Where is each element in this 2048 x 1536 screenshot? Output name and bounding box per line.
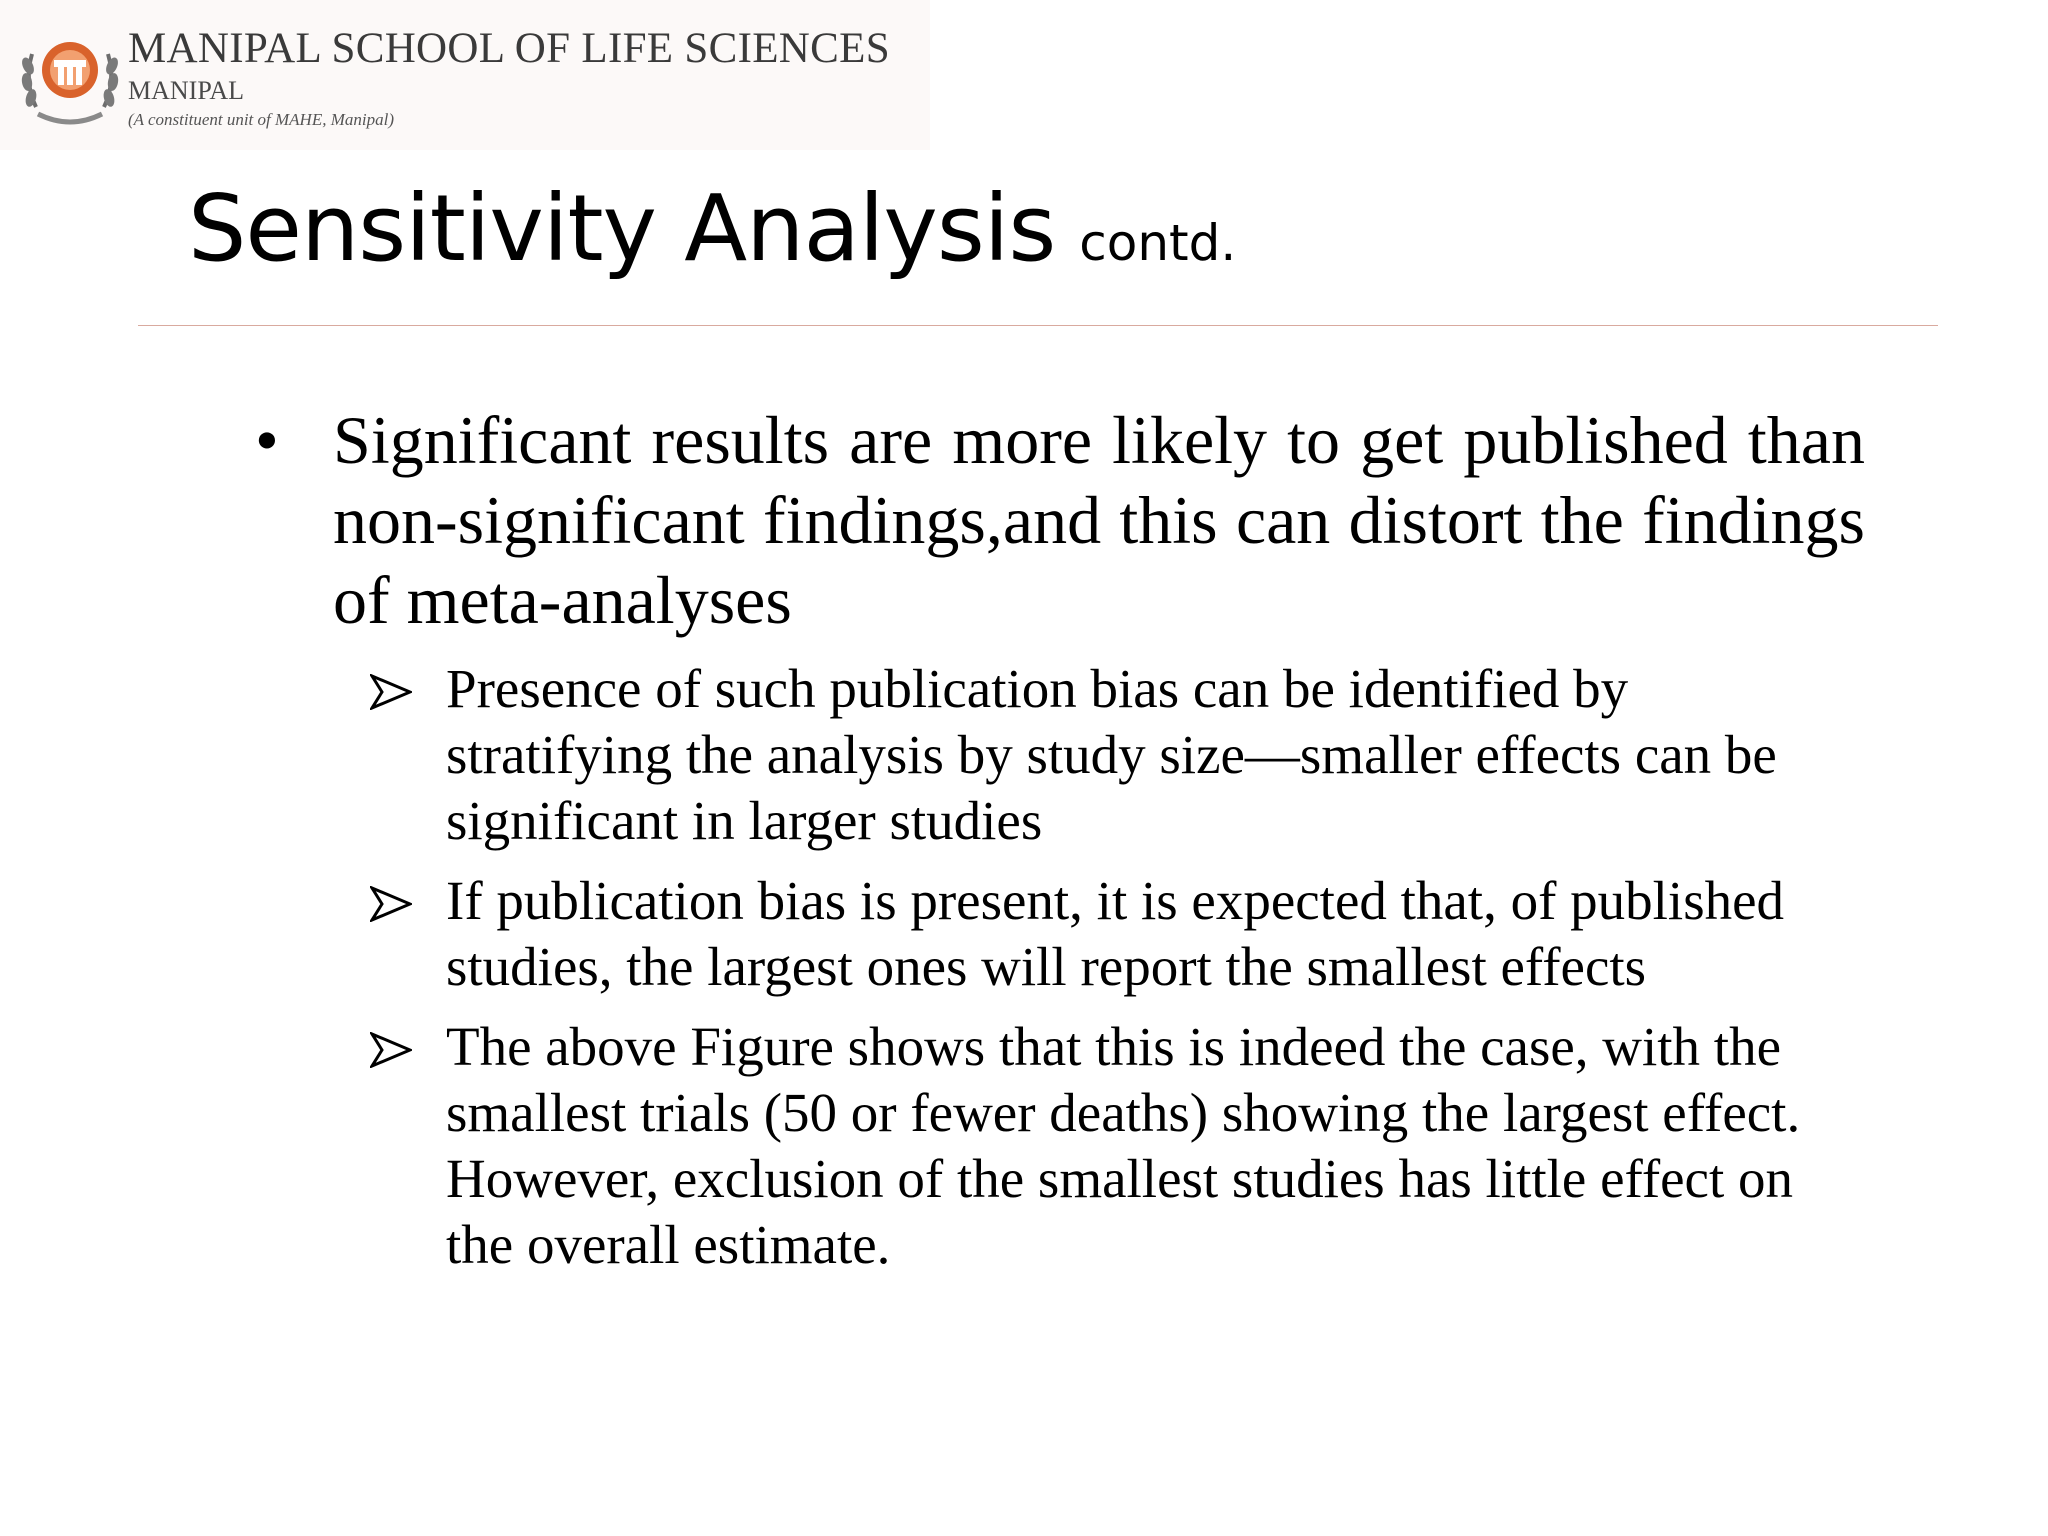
institution-subtitle: (A constituent unit of MAHE, Manipal) — [128, 110, 394, 129]
institution-name: MANIPAL SCHOOL OF LIFE SCIENCES — [128, 25, 890, 72]
slide-title-suffix: contd. — [1079, 214, 1237, 272]
sub-bullet-text: If publication bias is present, it is expected that, of published studies, the largest ones will report the smallest effects — [446, 870, 1785, 997]
arrow-bullet-icon — [370, 886, 412, 922]
sub-bullet-text: The above Figure shows that this is indeed the case, with the smallest trials (50 or fewer deaths) showing the largest effect. However, exclusion of the smallest studies has little effect on the overall estimate. — [446, 1016, 1801, 1275]
main-bullet — [255, 400, 1865, 640]
main-bullet-text: Significant results are more likely to get published than non-significant findings,and this can distort the findings of meta-analyses — [333, 402, 1865, 638]
slide-title — [188, 175, 1237, 282]
arrow-bullet-icon — [370, 1032, 412, 1068]
slide-title-text: Sensitivity Analysis — [188, 175, 1056, 282]
title-divider — [138, 325, 1938, 326]
manipal-emblem-icon — [14, 22, 126, 132]
sub-bullet-item — [370, 656, 1850, 854]
sub-bullet-item — [370, 1014, 1850, 1278]
bullet-dot-icon: • — [255, 402, 279, 478]
arrow-bullet-icon — [370, 674, 412, 710]
sub-bullet-text: Presence of such publication bias can be identified by stratifying the analysis by study size—smaller effects can be significant in larger studies — [446, 658, 1777, 851]
sub-bullet-list — [370, 656, 1850, 1292]
institution-city: MANIPAL — [128, 76, 245, 105]
sub-bullet-item — [370, 868, 1850, 1000]
